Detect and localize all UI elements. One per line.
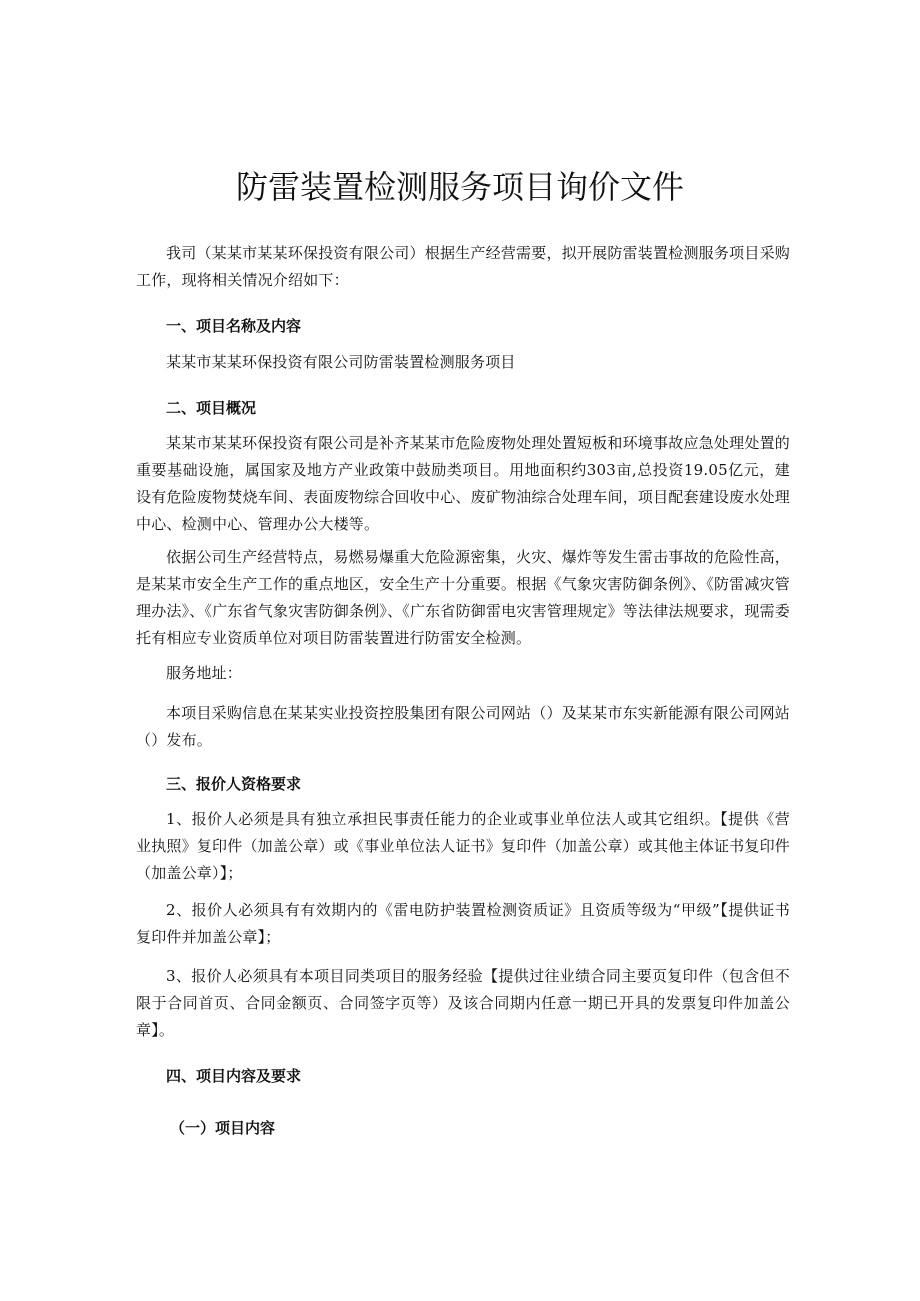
publication-paragraph: 本项目采购信息在某某实业投资控股集团有限公司网站（）及某某市东实新能源有限公司网站（）发布。 <box>136 704 790 749</box>
document-title: 防雷装置检测服务项目询价文件 <box>235 168 684 206</box>
qualification-item-1: 1、报价人必须是具有独立承担民事责任能力的企业或事业单位法人或其它组织。【提供《营业执照》复印件（加盖公章）或《事业单位法人证书》复印件（加盖公章）或其他主体证书复印件（加盖公章）】； <box>136 810 790 882</box>
qualification-item-2: 2、报价人必须具有有效期内的《雷电防护装置检测资质证》且资质等级为“甲级”【提供证书复印件并加盖公章】； <box>136 901 790 946</box>
intro-paragraph: 我司（某某市某某环保投资有限公司）根据生产经营需要，拟开展防雷装置检测服务项目采购工作，现将相关情况介绍如下： <box>136 244 790 289</box>
overview-paragraph-1: 某某市某某环保投资有限公司是补齐某某市危险废物处理处置短板和环境事故应急处理处置的重要基础设施，属国家及地方产业政策中鼓励类项目。用地面积约303亩,总投资19.05亿元，建设有危险废物焚烧车间、表面废物综合回收中心、废矿物油综合处理车间，项目配套建设废水处理中心、检测中心、管理办公大楼等。 <box>136 434 790 533</box>
service-address-label: 服务地址： <box>166 664 243 682</box>
section-heading-qualifications: 三、报价人资格要求 <box>166 775 302 793</box>
project-name-paragraph: 某某市某某环保投资有限公司防雷装置检测服务项目 <box>166 353 516 371</box>
overview-paragraph-2: 依据公司生产经营特点，易燃易爆重大危险源密集，火灾、爆炸等发生雷击事故的危险性高，是某某市安全生产工作的重点地区，安全生产十分重要。根据《气象灾害防御条例》、《防雷减灾管理办法》、《广东省气象灾害防御条例》、《广东省防御雷电灾害管理规定》等法律法规要求，现需委托有相应专业资质单位对项目防雷装置进行防雷安全检测。 <box>136 548 791 647</box>
qualification-item-3: 3、报价人必须具有本项目同类项目的服务经验【提供过往业绩合同主要页复印件（包含但不限于合同首页、合同金额页、合同签字页等）及该合同期内任意一期已开具的发票复印件加盖公章】。 <box>136 967 790 1039</box>
section-heading-overview: 二、项目概况 <box>166 399 257 417</box>
subsection-heading-project-content: （一）项目内容 <box>170 1119 276 1137</box>
section-heading-content-requirements: 四、项目内容及要求 <box>166 1067 302 1085</box>
section-heading-project-name: 一、项目名称及内容 <box>166 317 302 335</box>
